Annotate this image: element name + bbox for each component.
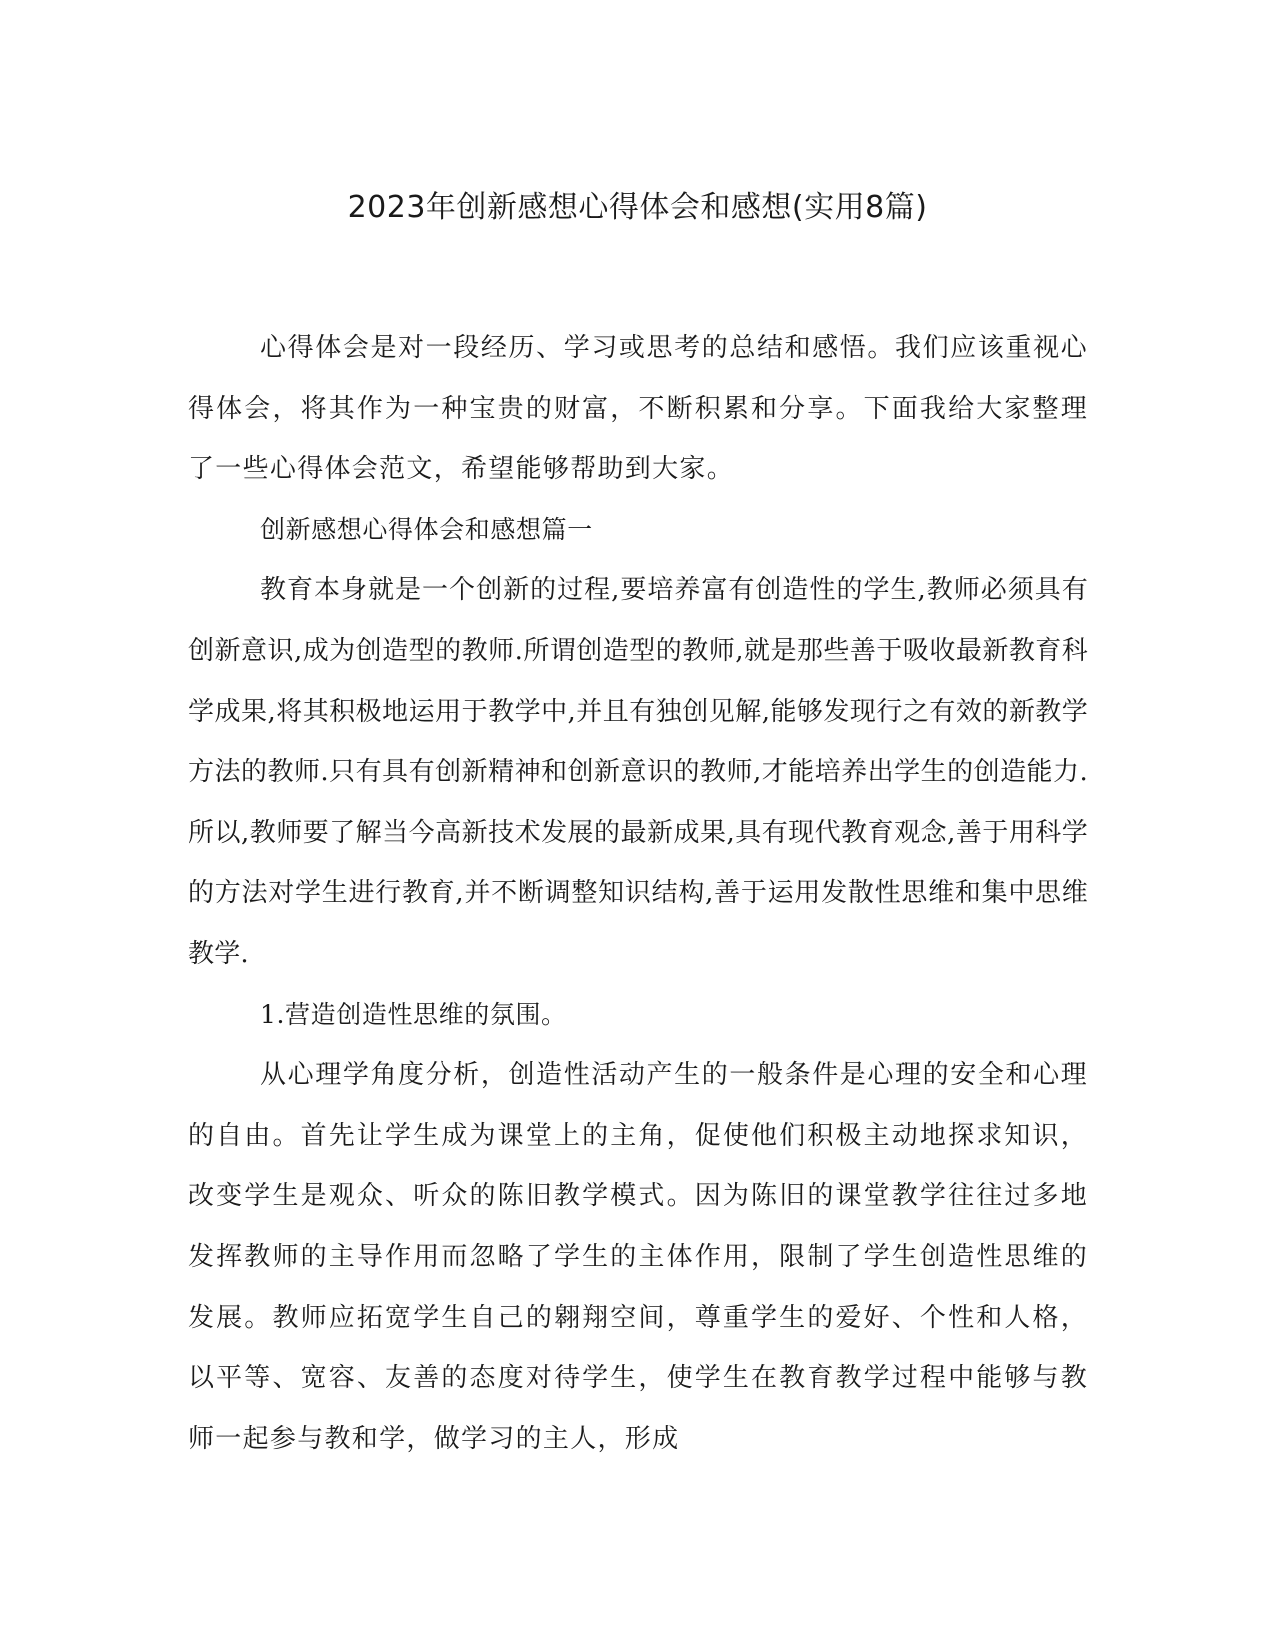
document-title: 2023年创新感想心得体会和感想(实用8篇) (347, 190, 928, 225)
document-body (188, 318, 1088, 1469)
body-paragraph-1: 教育本身就是一个创新的过程,要培养富有创造性的学生,教师必须具有创新意识,成为创造型的教师.所谓创造型的教师,就是那些善于吸收最新教育科学成果,将其积极地运用于教学中,并且有独创见解,能够发现行之有效的新教学方法的教师.只有具有创新精神和创新意识的教师,才能培养出学生的创造能力.所以,教师要了解当今高新技术发展的最新成果,具有现代教育观念,善于用科学的方法对学生进行教育,并不断调整知识结构,善于运用发散性思维和集中思维教学. (188, 575, 1088, 969)
numbered-subheading-1: 1.营造创造性思维的氛围。 (260, 999, 567, 1029)
section-heading: 创新感想心得体会和感想篇一 (260, 514, 593, 544)
body-paragraph-2: 从心理学角度分析，创造性活动产生的一般条件是心理的安全和心理的自由。首先让学生成为课堂上的主角，促使他们积极主动地探求知识，改变学生是观众、听众的陈旧教学模式。因为陈旧的课堂教学往往过多地发挥教师的主导作用而忽略了学生的主体作用，限制了学生创造性思维的发展。教师应拓宽学生自己的翱翔空间，尊重学生的爱好、个性和人格，以平等、宽容、友善的态度对待学生，使学生在教育教学过程中能够与教师一起参与教和学，做学习的主人，形成 (188, 1060, 1088, 1454)
intro-paragraph: 心得体会是对一段经历、学习或思考的总结和感悟。我们应该重视心得体会，将其作为一种宝贵的财富，不断积累和分享。下面我给大家整理了一些心得体会范文，希望能够帮助到大家。 (188, 333, 1088, 485)
